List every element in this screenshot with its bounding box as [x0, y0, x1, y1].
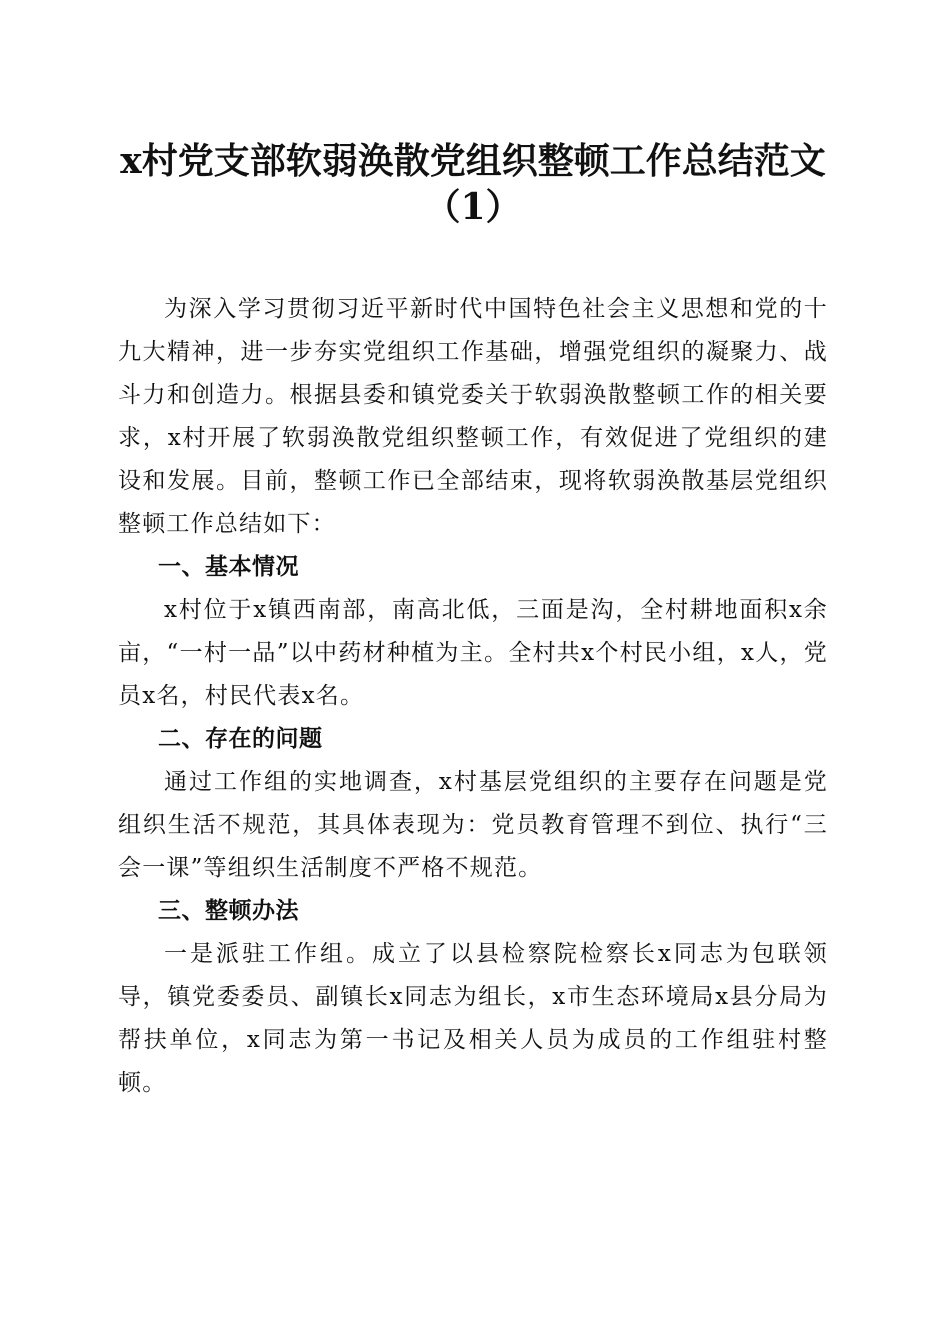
title-line-2: （1） — [424, 186, 522, 228]
intro-paragraph: 为深入学习贯彻习近平新时代中国特色社会主义思想和党的十九大精神，进一步夯实党组织工作基础，增强党组织的凝聚力、战斗力和创造力。根据县委和镇党委关于软弱涣散整顿工作的相关要求，x村开展了软弱涣散党组织整顿工作，有效促进了党组织的建设和发展。目前，整顿工作已全部结束，现将软弱涣散基层党组织整顿工作总结如下： — [118, 296, 828, 537]
section-heading-rectification-measures: 三、整顿办法 — [158, 898, 299, 924]
section-heading-basic-situation: 一、基本情况 — [158, 554, 299, 580]
document-page — [118, 138, 828, 1105]
section-problems-body: 通过工作组的实地调查，x村基层党组织的主要存在问题是党组织生活不规范，其具体表现为：党员教育管理不到位、执行“三会一课”等组织生活制度不严格不规范。 — [118, 769, 828, 881]
section-basic-situation-body: x村位于x镇西南部，南高北低，三面是沟，全村耕地面积x余亩，“一村一品”以中药材种植为主。全村共x个村民小组，x人，党员x名，村民代表x名。 — [118, 597, 828, 709]
title-line-1: x村党支部软弱涣散党组织整顿工作总结范文 — [120, 140, 826, 182]
document-body — [118, 288, 828, 1105]
document-title — [118, 138, 828, 230]
section-rectification-measures-body: 一是派驻工作组。成立了以县检察院检察长x同志为包联领导，镇党委委员、副镇长x同志为组长，x市生态环境局x县分局为帮扶单位，x同志为第一书记及相关人员为成员的工作组驻村整顿。 — [118, 941, 828, 1096]
section-heading-problems: 二、存在的问题 — [158, 726, 323, 752]
